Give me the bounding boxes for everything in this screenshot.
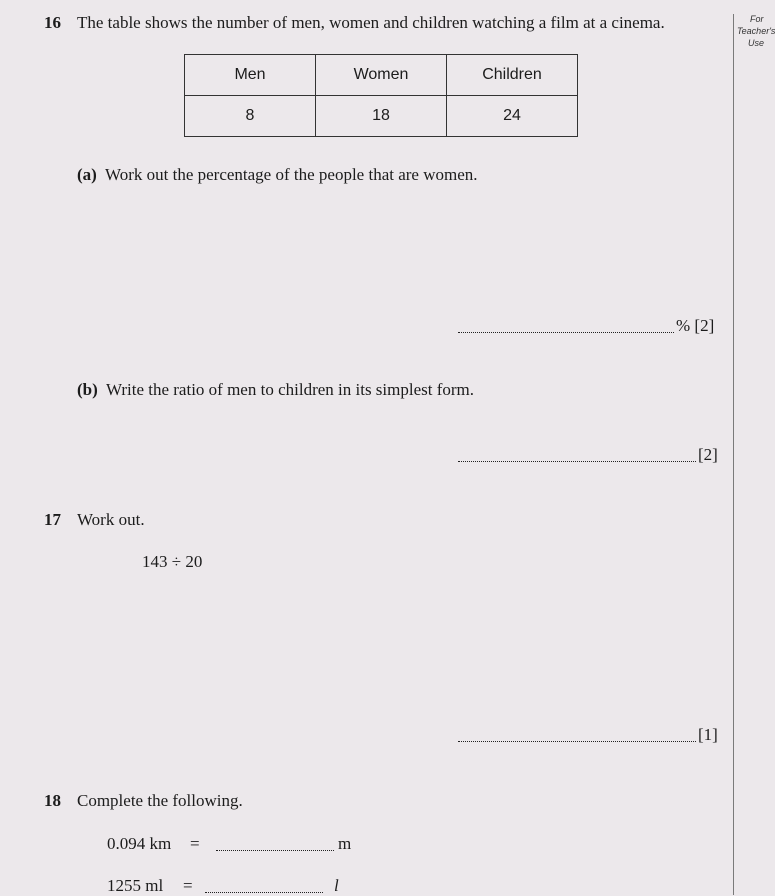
margin-note-use: Use (748, 38, 765, 48)
answer-16a-marks: [2] (694, 316, 715, 335)
table-value-row (185, 96, 578, 137)
question-16a-text: Work out the percentage of the people that are women. (105, 165, 478, 184)
cinema-table (184, 54, 578, 137)
table-header-row (185, 55, 578, 96)
answer-16a-unit: % (676, 316, 691, 335)
answer-16b-marks: [2] (698, 445, 718, 464)
question-18-number: 18 (44, 791, 61, 810)
conversion-2-equals: = (183, 876, 193, 895)
question-16a (77, 165, 478, 185)
question-16b-text: Write the ratio of men to children in its simplest form. (105, 380, 475, 399)
table-value-children: 24 (447, 96, 578, 137)
conversion-1-equals: = (190, 834, 200, 853)
question-16b-label: (b) (77, 380, 98, 399)
question-18-stem: Complete the following. (77, 791, 243, 810)
answer-line-17[interactable] (458, 741, 696, 742)
answer-line-18-2[interactable] (205, 892, 323, 893)
answer-16a-unit-marks (676, 316, 714, 336)
table-value-men: 8 (185, 96, 316, 137)
answer-line-16b[interactable] (458, 461, 696, 462)
question-16-number: 16 (44, 13, 61, 32)
table-header-women: Women (316, 55, 447, 96)
question-16b (77, 380, 474, 400)
margin-note-for: For (750, 14, 764, 24)
margin-rule (733, 14, 734, 895)
margin-note-teachers: Teacher's (737, 26, 775, 36)
conversion-2-unit: l (334, 876, 339, 895)
question-17-stem: Work out. (77, 510, 145, 529)
conversion-2-left: 1255 ml (107, 876, 164, 895)
answer-line-18-1[interactable] (216, 850, 334, 851)
question-17-number: 17 (44, 510, 61, 529)
table-header-children: Children (447, 55, 578, 96)
conversion-1-left: 0.094 km (107, 834, 172, 853)
question-17-expression: 143 ÷ 20 (142, 552, 203, 571)
table-value-women: 18 (316, 96, 447, 137)
question-16-stem: The table shows the number of men, women and children watching a film at a cinema. (77, 13, 665, 32)
conversion-1-unit: m (338, 834, 352, 853)
answer-17-marks: [1] (698, 725, 718, 744)
table-header-men: Men (185, 55, 316, 96)
question-16a-label: (a) (77, 165, 97, 184)
answer-line-16a[interactable] (458, 332, 674, 333)
